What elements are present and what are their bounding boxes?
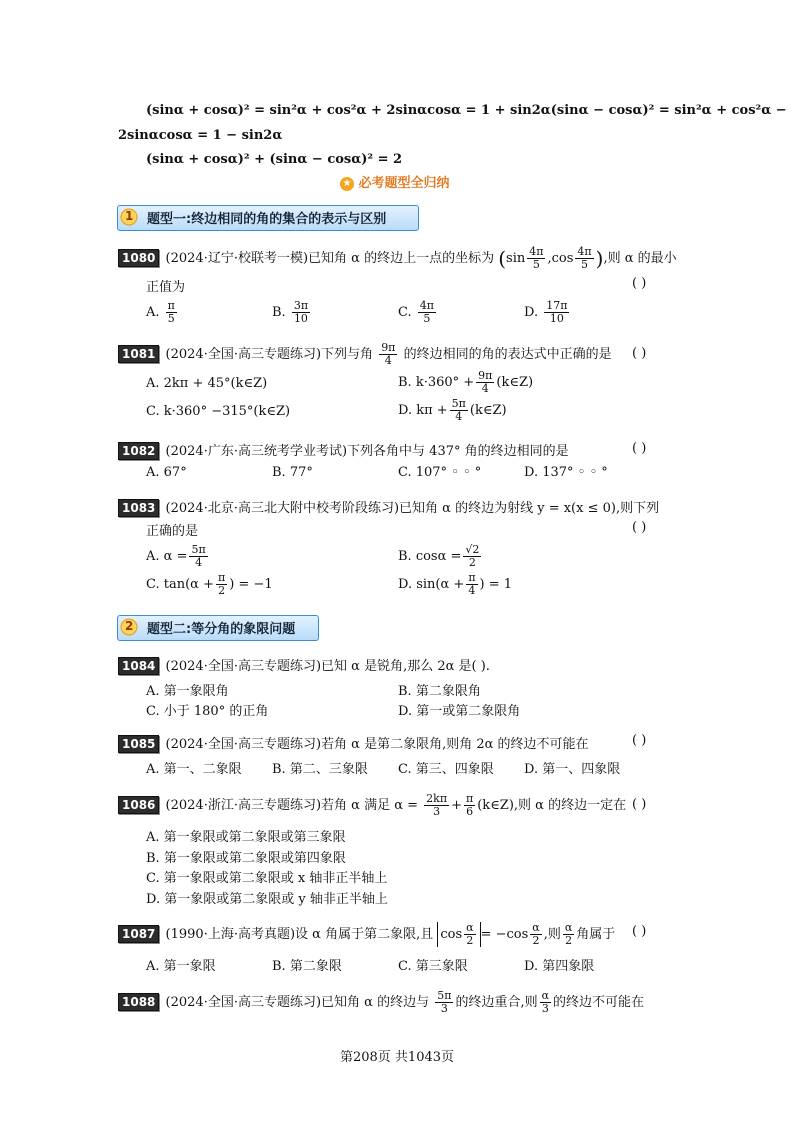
option-d: D. kπ + $\frac{5\pi}{4}$ (k∈Z): [398, 397, 507, 423]
option-c: C. k·360° −315°(k∈Z): [146, 404, 291, 419]
answer-paren: ( ): [632, 520, 647, 535]
question-text: (2024·辽宁·校联考一模)已知角 α 的终边上一点的坐标为: [165, 251, 495, 266]
fraction: $\frac{\alpha}{2}$: [532, 921, 540, 947]
question-text: (1990·上海·高考真题)设 α 角属于第二象限,且: [165, 927, 434, 942]
question-text-line2: 正确的是: [146, 524, 199, 539]
fraction: $\frac{\pi}{6}$: [465, 792, 474, 818]
question-number: 1080: [118, 249, 159, 267]
question-1087: 1087 (1990·上海·高考真题)设 α 角属于第二象限,且 cos $\frac{\alpha}{2}$ = −cos $\frac{\alpha}{2}$ ,则 $\frac{\alpha}{2}$ 角属于: [118, 922, 615, 947]
option-c: C. 107° ◦ ◦ °: [398, 465, 482, 480]
option-c: C. 第一象限或第二象限或 x 轴非正半轴上: [146, 871, 388, 886]
section-1-title: 题型一:终边相同的角的集合的表示与区别: [147, 212, 387, 227]
fraction: $\frac{\alpha}{2}$: [564, 921, 573, 947]
question-text: 的终边相同的角的表达式中正确的是: [403, 347, 612, 362]
option-c: C. $\frac{4\pi}{5}$: [398, 299, 434, 325]
answer-paren: ( ): [632, 276, 647, 291]
option-d: D. 第一、四象限: [524, 762, 621, 777]
cos-label: ,cos: [547, 251, 574, 266]
section-header: [340, 172, 450, 191]
option-c: C. 小于 180° 的正角: [146, 704, 269, 719]
question-1082: [118, 440, 569, 460]
option-a: A. 第一、二象限: [146, 762, 242, 777]
option-b: B. 77°: [272, 465, 313, 480]
question-number: 1085: [118, 735, 159, 753]
formula-line-1: (sinα + cosα)² = sin²α + cos²α + 2sinαcosα = 1 + sin2α(sinα − cosα)² = sin²α + cos²α −: [146, 103, 787, 118]
question-1088: 1088 (2024·全国·高三专题练习)已知角 α 的终边与 $\frac{5\pi}{3}$ 的终边重合,则 $\frac{\alpha}{3}$ 的终边不可能在: [118, 990, 644, 1015]
question-1085: [118, 733, 589, 753]
section-header-title: 必考题型全归纳: [358, 176, 450, 191]
section-1: [117, 205, 417, 229]
question-text: (2024·全国·高三专题练习)已知角 α 的终边与: [165, 995, 430, 1010]
option-d: D. 第四象限: [524, 959, 595, 974]
option-b: B. 第二、三象限: [272, 762, 368, 777]
fraction: $\frac{\alpha}{3}$: [541, 989, 550, 1015]
section-2-badge: 2: [125, 619, 134, 633]
question-number: 1083: [118, 499, 159, 517]
answer-paren: ( ): [632, 797, 647, 812]
fraction: $\frac{2k\pi}{3}$: [426, 792, 448, 818]
answer-paren: ( ): [632, 441, 647, 456]
option-a: A. 67°: [146, 465, 187, 480]
option-d: D. 137° ◦ ◦ °: [524, 465, 608, 480]
option-d: D. sin(α + $\frac{\pi}{4}$ ) = 1: [398, 571, 513, 597]
fraction: $\frac{9\pi}{4}$: [381, 341, 396, 367]
left-paren: (: [498, 246, 507, 271]
star-icon: ★: [340, 177, 354, 191]
answer-paren: ( ): [632, 346, 647, 361]
question-1084: [118, 655, 490, 675]
question-1083: [118, 497, 659, 517]
fraction: $\frac{4\pi}{5}$: [529, 245, 544, 271]
option-b: B. cosα = $\frac{√2}{2}$: [398, 543, 480, 569]
question-number: 1084: [118, 657, 159, 675]
fraction: $\frac{5\pi}{3}$: [437, 989, 452, 1015]
option-a: A. 第一象限角: [146, 684, 229, 699]
option-b: B. 第二象限: [272, 959, 342, 974]
question-text: (k∈Z),则 α 的终边一定在: [477, 798, 627, 813]
formula-line-2: 2sinαcosα = 1 − sin2α: [118, 128, 283, 143]
option-a: A. α = $\frac{5\pi}{4}$: [146, 543, 206, 569]
section-2-title: 题型二:等分角的象限问题: [147, 622, 296, 637]
question-text: (2024·全国·高三专题练习)已知 α 是锐角,那么 2α 是( ).: [165, 659, 490, 674]
section-1-badge: 1: [125, 209, 134, 223]
question-text-line2: 正值为: [146, 280, 186, 295]
option-a: A. 第一象限或第二象限或第三象限: [146, 830, 346, 845]
right-paren: ): [595, 246, 604, 271]
page-footer: 第208页 共1043页: [339, 1050, 455, 1065]
option-a: A. $\frac{\pi}{5}$: [146, 299, 175, 325]
option-c: C. 第三、四象限: [398, 762, 494, 777]
question-1080: [118, 246, 677, 271]
question-number: 1088: [118, 993, 159, 1011]
option-b: B. $\frac{3\pi}{10}$: [272, 299, 309, 325]
formula-line-3: (sinα + cosα)² + (sinα − cosα)² = 2: [146, 152, 403, 167]
question-text: (2024·浙江·高三专题练习)若角 α 满足 α =: [165, 798, 419, 813]
option-b: B. 第二象限角: [398, 684, 481, 699]
question-text: (2024·全国·高三专题练习)若角 α 是第二象限角,则角 2α 的终边不可能在: [165, 737, 589, 752]
option-d: D. 第一或第二象限角: [398, 704, 521, 719]
option-c: C. 第三象限: [398, 959, 468, 974]
question-text: (2024·广东·高三统考学业考试)下列各角中与 437° 角的终边相同的是: [165, 444, 569, 459]
answer-paren: ( ): [632, 733, 647, 748]
sin-label: sin: [506, 251, 526, 266]
option-a: A. 2kπ + 45°(k∈Z): [146, 376, 268, 391]
question-number: 1086: [118, 796, 159, 814]
question-text: ,则 α 的最小: [603, 251, 677, 266]
option-a: A. 第一象限: [146, 959, 216, 974]
question-text: (2024·北京·高三北大附中校考阶段练习)已知角 α 的终边为射线 y = x(x ≤ 0),则下列: [165, 501, 660, 516]
option-d: D. $\frac{17\pi}{10}$: [524, 299, 568, 325]
question-number: 1082: [118, 442, 159, 460]
option-b: B. 第一象限或第二象限或第四象限: [146, 851, 346, 866]
question-1081: [118, 342, 612, 367]
fraction: $\frac{4\pi}{5}$: [577, 245, 592, 271]
question-number: 1087: [118, 925, 159, 943]
answer-paren: ( ): [632, 924, 647, 939]
question-number: 1081: [118, 345, 159, 363]
option-d: D. 第一象限或第二象限或 y 轴非正半轴上: [146, 892, 388, 907]
question-1086: 1086 (2024·浙江·高三专题练习)若角 α 满足 α = $\frac{2k\pi}{3}$ + $\frac{\pi}{6}$ (k∈Z),则 α 的终边一定在: [118, 793, 626, 818]
option-b: B. k·360° + $\frac{9\pi}{4}$ (k∈Z): [398, 369, 534, 395]
absolute-value: cos $\frac{\alpha}{2}$: [437, 922, 480, 947]
section-2: [117, 615, 317, 639]
option-c: C. tan(α + $\frac{\pi}{2}$ ) = −1: [146, 571, 273, 597]
question-text: (2024·全国·高三专题练习)下列与角: [165, 347, 374, 362]
